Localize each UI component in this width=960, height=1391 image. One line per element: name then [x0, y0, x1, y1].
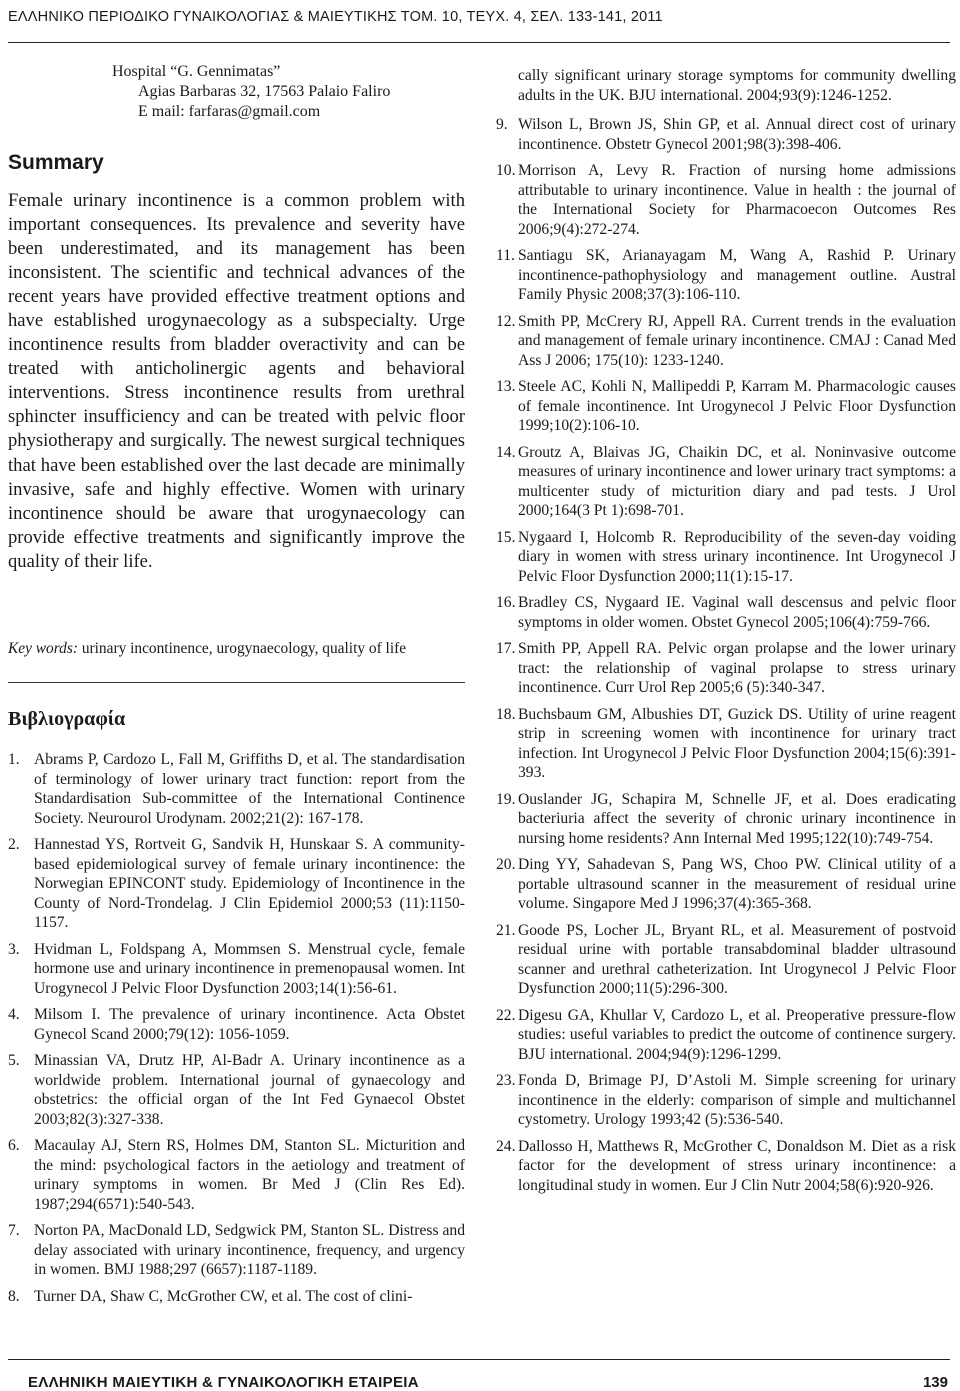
reference-item — [496, 528, 956, 587]
reference-text: Ding YY, Sahadevan S, Pang WS, Choo PW. Clinical utility of a portable ultrasound scanner in the measurement of residual urine volume. Singapore Med J 1996;37(4):365-368. — [518, 856, 956, 912]
reference-number: 21. — [496, 921, 516, 939]
affiliation-hospital: Hospital “G. Gennimatas” — [112, 63, 281, 80]
reference-number: 23. — [496, 1072, 516, 1089]
reference-number: 11. — [496, 247, 515, 264]
reference-number: 13. — [496, 378, 516, 395]
reference-text: Nygaard I, Holcomb R. Reproducibility of the seven-day voiding diary in women with stress urinary incontinence. Int Urogynecol J Pelvic Floor Dysfunction 2000;11(1):15-17. — [518, 528, 956, 585]
reference-item — [496, 443, 956, 521]
reference-text: Ouslander JG, Schapira M, Schnelle JF, et al. Does eradicating bacteriuria affect the severity of chronic urinary incontinence in nursing home residents? Ann Internal Med 1995;122(10):749-754. — [518, 790, 956, 847]
reference-text: Digesu GA, Khullar V, Cardozo L, et al. Preoperative pressure-flow studies: useful variables to predict the outcome of continence surgery. BJU international. 2004;94(9):1296-1299. — [518, 1006, 956, 1063]
reference-text: Smith PP, McCrery RJ, Appell RA. Current trends in the evaluation and management of female urinary incontinence. CMAJ : Canad Med Ass J 2006; 175(10): 1233-1240. — [518, 312, 956, 369]
reference-item — [8, 1221, 465, 1280]
reference-item — [496, 377, 956, 436]
reference-number: 6. — [8, 1137, 20, 1154]
page-footer — [8, 1359, 950, 1390]
reference-item — [496, 855, 956, 914]
reference-text: Fonda D, Brimage PJ, D’Astoli M. Simple screening for urinary incontinence in the elderly: comparison of simple and multichannel cystometry. Urology 1993;42 (5):536-540. — [518, 1072, 956, 1128]
reference-number: 10. — [496, 162, 516, 179]
society-name: ΕΛΛΗΝΙΚΗ ΜΑΙΕΥΤΙΚΗ & ΓΥΝΑΙΚΟΛΟΓΙΚΗ ΕΤΑΙΡΕΙΑ — [28, 1374, 419, 1391]
reference-item — [496, 1006, 956, 1065]
summary-abstract: Female urinary incontinence is a common problem with important consequences. Its prevalence and severity have been underestimated, and its management has been inconsistent. The scientific and technical advances of the recent years have provided effective treatment options and have established urogynaecology as a subspecialty. Urge incontinence results from bladder overactivity and can be treated with anticholinergic agents and behavioral interventions. Stress incontinence results from urethral sphincter insufficiency and can be treated with pelvic floor physiotherapy and surgically. The newest surgical techniques that have been established over the last decade are minimally invasive, safe and highly effective. Women with urinary incontinence should be aware that urogynaecology can provide effective treatments and significantly improve the quality of their life. — [8, 190, 465, 572]
reference-text: Milsom I. The prevalence of urinary incontinence. Acta Obstet Gynecol Scand 2000;79(12): 1056-1059. — [34, 1006, 465, 1043]
reference-item — [496, 921, 956, 999]
references-list-left — [8, 750, 465, 1313]
reference-item — [496, 161, 956, 239]
reference-text: Buchsbaum GM, Albushies DT, Guzick DS. Utility of urine reagent strip in screening women with incontinence for urinary tract infection. Int Urogynecol J Pelvic Floor Dysfunction 2004;15(6):391-393. — [518, 705, 956, 781]
reference-text: Goode PS, Locher JL, Bryant RL, et al. Measurement of postvoid residual urine with portable transabdominal bladder ultrasound scanner and urethral catheterization. Int Urogynecol J Pelvic Floor Dysfunction 2000;11(5):296-300. — [518, 921, 956, 997]
reference-text: Groutz A, Blaivas JG, Chaikin DC, et al. Noninvasive outcome measures of urinary incontinence and lower urinary tract symptoms: a multicenter study of micturition diary and pad tests. J Urol 2000;164(3 Pt 1):698-701. — [518, 443, 956, 519]
keywords-label: Key words: — [8, 640, 78, 657]
reference-item — [8, 940, 465, 999]
reference-item — [8, 1051, 465, 1129]
reference-number: 14. — [496, 443, 516, 461]
reference-number: 17. — [496, 640, 516, 657]
reference-item — [496, 790, 956, 849]
reference-number: 12. — [496, 312, 516, 330]
reference-number: 4. — [8, 1006, 20, 1023]
keywords-line — [8, 638, 465, 660]
reference-item — [496, 312, 956, 371]
reference-text: Smith PP, Appell RA. Pelvic organ prolapse and the lower urinary tract: the relationship of vaginal prolapse to stress urinary incontinence. Curr Urol Rep 2005;6 (5):340-347. — [518, 640, 956, 696]
reference-item — [496, 639, 956, 698]
reference-text: Santiagu SK, Arianayagam M, Wang A, Rashid P. Urinary incontinence-pathophysiology and management outline. Austral Family Physic 2008;37(3):106-110. — [518, 247, 956, 303]
reference-text: Morrison A, Levy R. Fraction of nursing home admissions attributable to urinary incontinence. Value in health : the journal of the International Society for Pharmacoecon Outcomes Res 2006;9(4):272-274. — [518, 162, 956, 238]
reference-item — [8, 1005, 465, 1044]
reference-text: Abrams P, Cardozo L, Fall M, Griffiths D, et al. The standardisation of terminology of lower urinary tract function: report from the Standardisation Sub-committee of the International Continence Society. Neurourol Urodynam. 2002;21(2): 167-178. — [34, 751, 465, 827]
reference-item — [496, 1071, 956, 1130]
reference-number: 2. — [8, 836, 20, 853]
references-heading: Βιβλιογραφία — [8, 708, 126, 730]
reference-number: 7. — [8, 1222, 20, 1239]
reference-item — [496, 115, 956, 154]
affiliation-address: Agias Barbaras 32, 17563 Palaio Faliro — [138, 83, 391, 100]
affiliation-email: E mail: farfaras@gmail.com — [138, 103, 321, 120]
reference-number: 22. — [496, 1006, 516, 1024]
reference-item — [496, 705, 956, 783]
reference-text: Macaulay AJ, Stern RS, Holmes DM, Stanton SL. Micturition and the mind: psychological factors in the aetiology and treatment of urinary symptoms in women. Br Med J (Clin Res Ed). 1987;294(6571):540-543. — [34, 1137, 465, 1213]
reference-number: 5. — [8, 1052, 20, 1069]
reference-number: 20. — [496, 856, 516, 873]
reference-text: Dallosso H, Matthews R, McGrother C, Donaldson M. Diet as a risk factor for the development of stress urinary incontinence: a longitudinal study in women. Eur J Clin Nutr 2004;58(6):920-926. — [518, 1137, 956, 1194]
reference-number: 3. — [8, 940, 20, 958]
reference-text: Turner DA, Shaw C, McGrother CW, et al. The cost of clini- — [34, 1287, 413, 1305]
reference-number: 16. — [496, 594, 516, 611]
author-affiliation — [112, 62, 472, 122]
reference-text: Minassian VA, Drutz HP, Al-Badr A. Urinary incontinence as a worldwide problem. International journal of gynaecology and obstetrics: the official organ of the Int Fed Gynaecol Obstet 2003;82(3):327-338. — [34, 1052, 465, 1128]
reference-item — [496, 246, 956, 305]
reference-item — [8, 835, 465, 933]
reference-text: Hvidman L, Foldspang A, Mommsen S. Menstrual cycle, female hormone use and urinary incontinence in premenopausal women. Int Urogynecol J Pelvic Floor Dysfunction 2003;14(1):56-61. — [34, 940, 465, 997]
reference-number: 19. — [496, 790, 516, 808]
reference-text: Steele AC, Kohli N, Mallipeddi P, Karram M. Pharmacologic causes of female incontinence. Int Urogynecol J Pelvic Floor Dysfunction 1999;10(2):106-10. — [518, 378, 956, 434]
reference-text: Hannestad YS, Rortveit G, Sandvik H, Hunskaar S. A community-based epidemiological survey of female urinary incontinence: the Norwegian EPINCONT study. Epidemiology of Incontinence in the County of Nord-Trondelag. J Clin Epidemiol 2000;53 (11):1150-1157. — [34, 836, 465, 931]
reference-number: 24. — [496, 1137, 516, 1155]
reference-text: Bradley CS, Nygaard IE. Vaginal wall descensus and pelvic floor symptoms in older women. Obstet Gynecol 2005;106(4):759-766. — [518, 594, 956, 631]
reference-text: Wilson L, Brown JS, Shin GP, et al. Annual direct cost of urinary incontinence. Obstetr Gynecol 2001;98(3):398-406. — [518, 116, 956, 153]
keywords-divider — [8, 682, 465, 683]
reference-number: 1. — [8, 751, 20, 768]
reference-number: 18. — [496, 705, 516, 723]
reference-item — [8, 1287, 465, 1307]
references-list-right — [496, 66, 956, 1202]
reference-number: 8. — [8, 1287, 20, 1305]
reference-item — [8, 750, 465, 828]
reference-number: 15. — [496, 528, 516, 546]
journal-citation-line: ΕΛΛΗΝΙΚΟ ΠΕΡΙΟΔΙΚΟ ΓΥΝΑΙΚΟΛΟΓΙΑΣ & ΜΑΙΕΥΤΙΚΗΣ ΤΟΜ. 10, ΤΕΥΧ. 4, ΣΕΛ. 133-141, 2011 — [8, 9, 663, 25]
reference-text: cally significant urinary storage symptoms for community dwelling adults in the UK. BJU international. 2004;93(9):1246-1252. — [518, 67, 956, 104]
reference-continuation — [496, 66, 956, 105]
reference-number: 9. — [496, 116, 508, 133]
reference-item — [496, 1137, 956, 1196]
reference-text: Norton PA, MacDonald LD, Sedgwick PM, Stanton SL. Distress and delay associated with urinary incontinence, frequency, and urgency in women. BMJ 1988;297 (6657):1187-1189. — [34, 1222, 465, 1278]
reference-item — [496, 593, 956, 632]
reference-item — [8, 1136, 465, 1214]
summary-heading: Summary — [8, 151, 104, 174]
running-header — [8, 2, 950, 43]
keywords-list: urinary incontinence, urogynaecology, quality of life — [81, 640, 407, 657]
page-number: 139 — [922, 1374, 948, 1391]
